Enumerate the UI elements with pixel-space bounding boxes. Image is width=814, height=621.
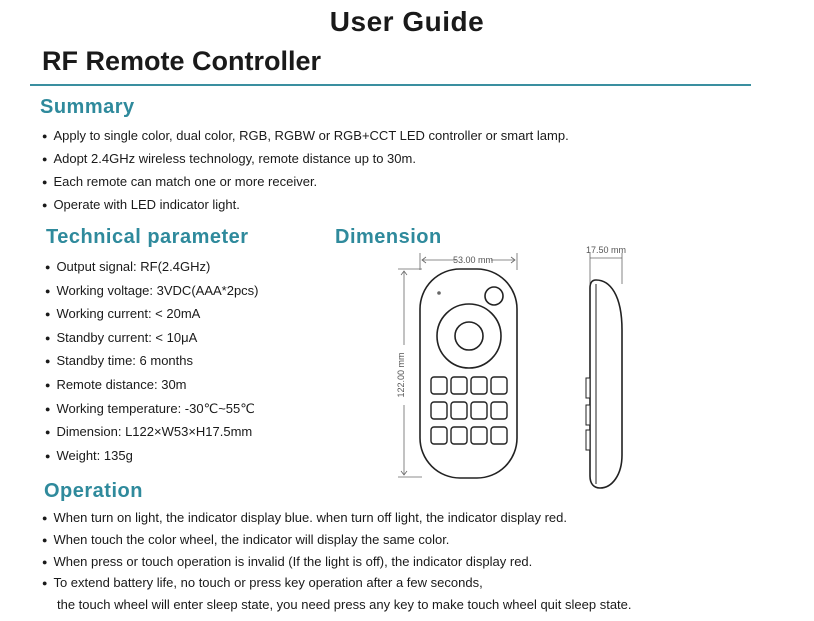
list-item: ● Apply to single color, dual color, RGB, RGBW or RGB+CCT LED controller or smart lamp. bbox=[42, 128, 569, 151]
list-item: ● Output signal: RF(2.4GHz) bbox=[45, 259, 259, 283]
list-item: ● Weight: 135g bbox=[45, 448, 259, 472]
summary-list bbox=[42, 128, 569, 220]
page-title: User Guide bbox=[329, 6, 485, 37]
operation-list bbox=[42, 510, 632, 619]
height-label: 122.00 mm bbox=[396, 352, 406, 398]
technical-heading: Technical parameter bbox=[46, 226, 249, 248]
list-item: ● Operate with LED indicator light. bbox=[42, 197, 569, 220]
list-item: ● To extend battery life, no touch or press key operation after a few seconds, bbox=[42, 575, 632, 597]
list-item: ● Remote distance: 30m bbox=[45, 377, 259, 401]
list-item: ● Working current: < 20mA bbox=[45, 306, 259, 330]
page-subtitle: RF Remote Controller bbox=[42, 46, 322, 76]
list-item: ● When press or touch operation is invalid (If the light is off), the indicator display red. bbox=[42, 554, 632, 576]
summary-heading: Summary bbox=[40, 96, 135, 118]
indicator-led bbox=[437, 291, 441, 295]
power-button bbox=[485, 287, 503, 305]
remote-side-view bbox=[586, 280, 622, 488]
list-item: ● When touch the color wheel, the indicator will display the same color. bbox=[42, 532, 632, 554]
list-item: ● Working voltage: 3VDC(AAA*2pcs) bbox=[45, 283, 259, 307]
list-item: ● Standby time: 6 months bbox=[45, 353, 259, 377]
wheel-center-button bbox=[455, 322, 483, 350]
remote-front-view bbox=[420, 269, 517, 478]
dimension-heading: Dimension bbox=[335, 226, 442, 248]
operation-heading: Operation bbox=[44, 480, 143, 502]
list-item: ● Working temperature: -30℃~55℃ bbox=[45, 401, 259, 425]
list-item: ● Standby current: < 10μA bbox=[45, 330, 259, 354]
technical-list bbox=[45, 259, 259, 471]
header-divider bbox=[30, 84, 751, 86]
list-item: ● When turn on light, the indicator display blue. when turn off light, the indicator display red. bbox=[42, 510, 632, 532]
remote-dimension-diagram bbox=[360, 240, 660, 500]
list-item: ● Each remote can match one or more receiver. bbox=[42, 174, 569, 197]
width-label: 53.00 mm bbox=[452, 255, 494, 265]
list-item: ● Adopt 2.4GHz wireless technology, remote distance up to 30m. bbox=[42, 151, 569, 174]
depth-label: 17.50 mm bbox=[585, 245, 627, 255]
list-item: ● Dimension: L122×W53×H17.5mm bbox=[45, 424, 259, 448]
list-item-continuation: the touch wheel will enter sleep state, you need press any key to make touch wheel quit sleep state. bbox=[57, 597, 632, 613]
